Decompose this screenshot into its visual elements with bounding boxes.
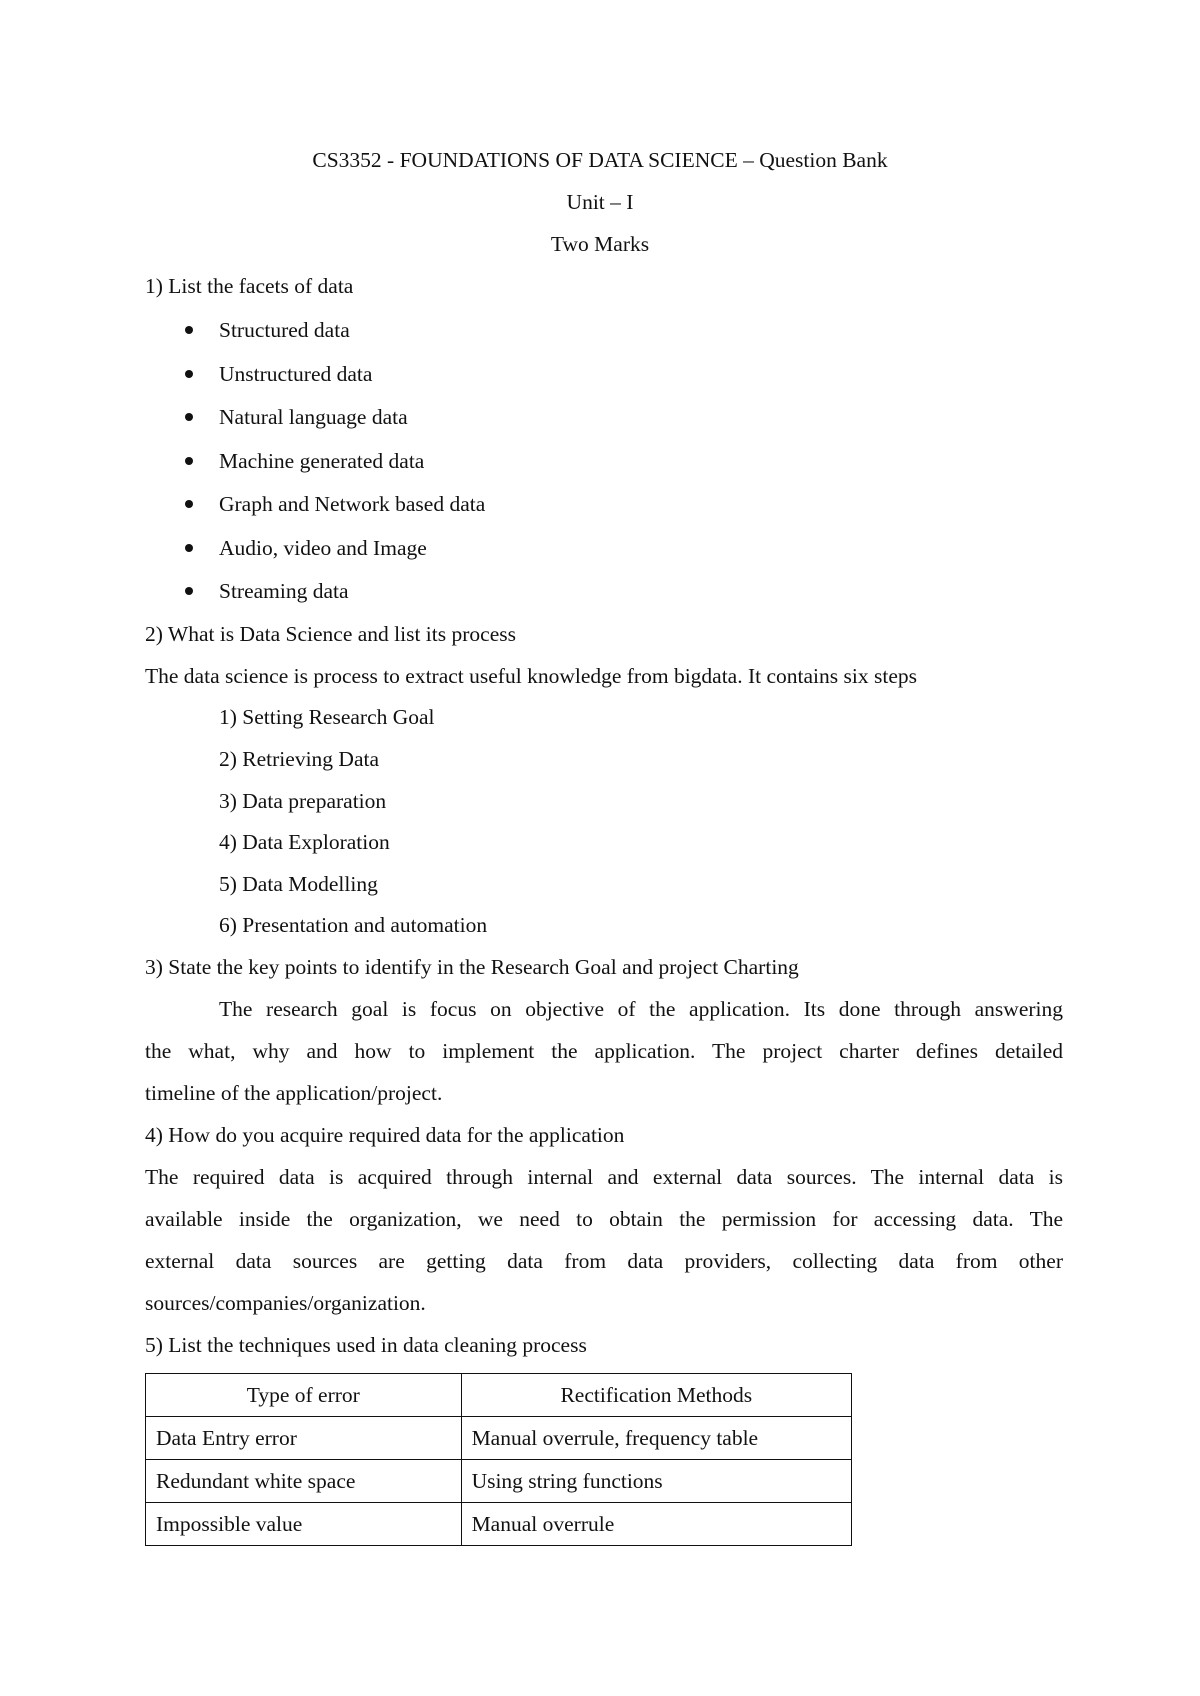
list-item-text: Streaming data [219,579,349,603]
list-item-text: Machine generated data [219,449,425,473]
bullet-icon [185,587,193,595]
list-item: 4) Data Exploration [219,830,390,854]
table-cell: Manual overrule, frequency table [461,1417,851,1460]
paragraph-line: available inside the organization, we need to obtain the permission for accessing data. The [145,1207,1063,1231]
list-item-text: Structured data [219,318,350,342]
list-item: 5) Data Modelling [219,872,378,896]
list-item: 1) Setting Research Goal [219,705,435,729]
table-header-cell: Rectification Methods [461,1374,851,1417]
question-1: 1) List the facets of data [145,274,354,298]
table-header-cell: Type of error [146,1374,462,1417]
question-3: 3) State the key points to identify in the Research Goal and project Charting [145,955,799,979]
list-item-text: Natural language data [219,405,408,429]
table-cell: Redundant white space [146,1460,462,1503]
answer-2: The data science is process to extract useful knowledge from bigdata. It contains six steps [145,664,917,688]
question-2: 2) What is Data Science and list its process [145,622,516,646]
document-title: CS3352 - FOUNDATIONS OF DATA SCIENCE – Question Bank [312,148,888,172]
list-item: 3) Data preparation [219,789,387,813]
bullet-icon [185,326,193,334]
question-4: 4) How do you acquire required data for the application [145,1123,625,1147]
bullet-icon [185,500,193,508]
table-header-row [146,1374,852,1417]
table-row [146,1460,852,1503]
table-cell: Data Entry error [146,1417,462,1460]
list-item-text: Unstructured data [219,362,373,386]
bullet-icon [185,413,193,421]
unit-heading: Unit – I [566,190,634,214]
list-item: 6) Presentation and automation [219,913,488,937]
paragraph-line: The research goal is focus on objective of the application. Its done through answering [219,997,1063,1021]
bullet-icon [185,544,193,552]
paragraph-line: external data sources are getting data from data providers, collecting data from other [145,1249,1063,1273]
table-cell: Manual overrule [461,1503,851,1546]
bullet-icon [185,457,193,465]
paragraph-line: the what, why and how to implement the application. The project charter defines detailed [145,1039,1063,1063]
table-row [146,1503,852,1546]
paragraph-line: timeline of the application/project. [145,1081,443,1105]
list-item: 2) Retrieving Data [219,747,380,771]
paragraph-line: The required data is acquired through internal and external data sources. The internal data is [145,1165,1063,1189]
paragraph-line: sources/companies/organization. [145,1291,426,1315]
data-cleaning-table [145,1373,852,1546]
list-item-text: Audio, video and Image [219,536,427,560]
table-cell: Using string functions [461,1460,851,1503]
table-row [146,1417,852,1460]
table-cell: Impossible value [146,1503,462,1546]
question-5: 5) List the techniques used in data cleaning process [145,1333,587,1357]
bullet-icon [185,370,193,378]
list-item-text: Graph and Network based data [219,492,486,516]
section-heading: Two Marks [550,232,650,256]
